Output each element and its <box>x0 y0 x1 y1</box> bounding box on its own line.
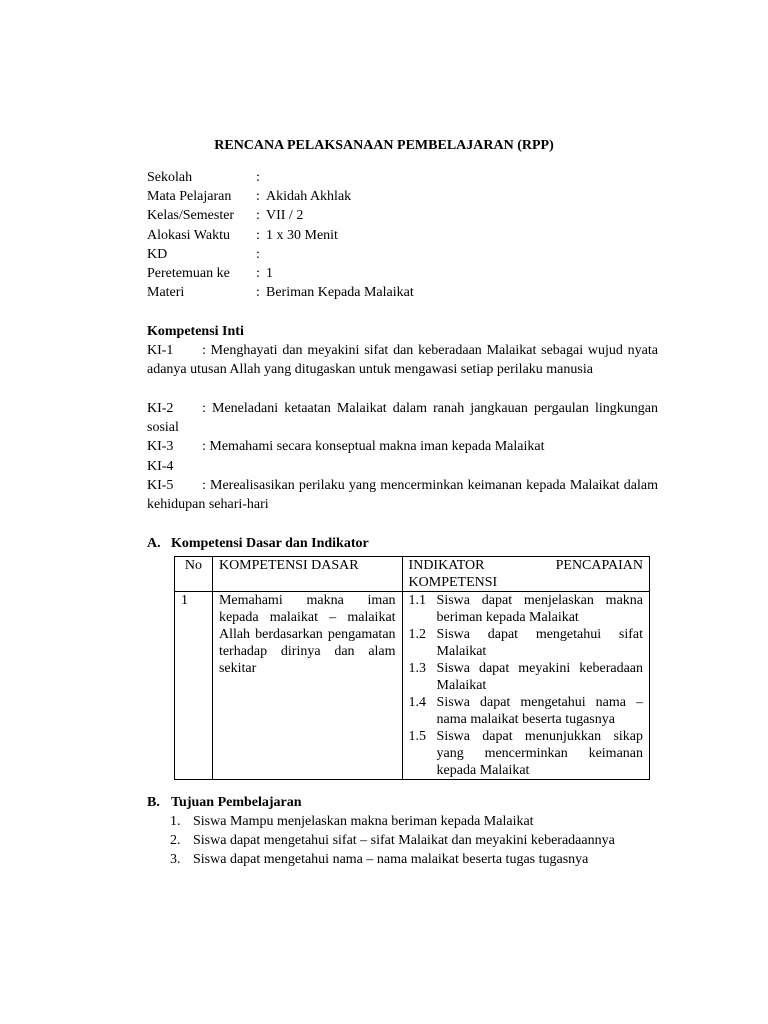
identity-separator: : <box>256 285 260 300</box>
identity-separator: : <box>256 247 260 262</box>
col-header-indicator <box>402 557 649 592</box>
list-text: Siswa dapat mengetahui sifat – sifat Malaikat dan meyakini keberadaannya <box>193 833 615 848</box>
section-a-heading: Kompetensi Dasar dan Indikator <box>171 536 369 551</box>
indicator-number: 1.1 <box>408 593 427 608</box>
identity-label: Peretemuan ke <box>147 266 230 281</box>
indicator-item <box>409 626 643 660</box>
identity-separator: : <box>256 170 260 185</box>
ki-item <box>147 437 658 456</box>
ki-text: : Memahami secara konseptual makna iman kepada Malaikat <box>202 439 545 454</box>
list-item <box>170 831 658 850</box>
identity-value: Beriman Kepada Malaikat <box>266 285 414 300</box>
ki-code: KI-5 <box>147 478 174 493</box>
ki-code: KI-4 <box>147 459 174 474</box>
list-text: Siswa Mampu menjelaskan makna beriman kepada Malaikat <box>193 814 534 829</box>
row-no: 1 <box>175 592 213 780</box>
ki-item <box>147 341 658 379</box>
indicator-item <box>409 592 643 626</box>
identity-label: Sekolah <box>147 170 193 185</box>
indicator-text: Siswa dapat mengetahui sifat Malaikat <box>436 627 643 659</box>
ki-item <box>147 399 658 437</box>
list-text: Siswa dapat mengetahui nama – nama malaikat beserta tugas tugasnya <box>193 852 589 867</box>
identity-value: 1 <box>266 266 273 281</box>
col-header-no: No <box>175 557 213 592</box>
indicator-text: Siswa dapat meyakini keberadaan Malaikat <box>436 661 643 693</box>
section-b-heading: Tujuan Pembelajaran <box>171 795 302 810</box>
indicator-number: 1.4 <box>408 695 427 710</box>
col-header-kd: KOMPETENSI DASAR <box>212 557 402 592</box>
indicator-header-line1: INDIKATOR PENCAPAIAN <box>408 558 643 573</box>
ki-text: : Meneladani ketaatan Malaikat dalam ranah jangkauan pergaulan lingkungan sosial <box>147 401 658 435</box>
indicator-text: Siswa dapat mengetahui nama – nama malaikat beserta tugasnya <box>436 695 643 727</box>
indicator-item <box>409 660 643 694</box>
competency-table <box>174 556 650 780</box>
indicator-header-line2: KOMPETENSI <box>408 575 498 590</box>
identity-separator: : <box>256 228 260 243</box>
indicator-text: Siswa dapat menjelaskan makna beriman kepada Malaikat <box>436 593 643 625</box>
section-a-letter: A. <box>147 536 161 551</box>
ki-item <box>147 457 658 476</box>
ki-text: : Merealisasikan perilaku yang mencerminkan keimanan kepada Malaikat dalam kehidupan sehari-hari <box>147 478 658 512</box>
identity-label: Alokasi Waktu <box>147 228 230 243</box>
list-item <box>170 812 658 831</box>
section-b-letter: B. <box>147 795 160 810</box>
kd-text: Memahami makna iman kepada malaikat – malaikat Allah berdasarkan pengamatan terhadap dirinya dan alam sekitar <box>218 593 396 676</box>
identity-separator: : <box>256 189 260 204</box>
identity-value: VII / 2 <box>266 208 304 223</box>
list-number: 3. <box>170 852 181 867</box>
document-title: RENCANA PELAKSANAAN PEMBELAJARAN (RPP) <box>214 138 554 153</box>
indicator-item <box>409 728 643 779</box>
row-indicators <box>402 592 649 780</box>
indicator-number: 1.2 <box>408 627 427 642</box>
identity-separator: : <box>256 266 260 281</box>
indicator-text: Siswa dapat menunjukkan sikap yang mencerminkan keimanan kepada Malaikat <box>436 729 643 778</box>
list-number: 2. <box>170 833 181 848</box>
indicator-item <box>409 694 643 728</box>
list-number: 1. <box>170 814 181 829</box>
identity-separator: : <box>256 208 260 223</box>
table-header-row <box>175 557 650 592</box>
row-kd <box>212 592 402 780</box>
ki-code: KI-2 <box>147 401 174 416</box>
identity-label: Mata Pelajaran <box>147 189 232 204</box>
ki-code: KI-3 <box>147 439 174 454</box>
identity-value: 1 x 30 Menit <box>266 228 338 243</box>
ki-heading: Kompetensi Inti <box>147 324 244 339</box>
ki-code: KI-1 <box>147 343 174 358</box>
list-item <box>170 850 658 869</box>
ki-text: : Menghayati dan meyakini sifat dan keberadaan Malaikat sebagai wujud nyata adanya utusan Allah yang ditugaskan untuk mengawasi setiap perilaku manusia <box>147 343 658 377</box>
indicator-number: 1.5 <box>408 729 427 744</box>
table-row <box>175 592 650 780</box>
identity-value: Akidah Akhlak <box>266 189 352 204</box>
indicator-number: 1.3 <box>408 661 427 676</box>
identity-label: Materi <box>147 285 185 300</box>
identity-label: KD <box>147 247 168 262</box>
ki-item <box>147 476 658 514</box>
identity-label: Kelas/Semester <box>147 208 235 223</box>
objectives-list <box>170 812 658 869</box>
